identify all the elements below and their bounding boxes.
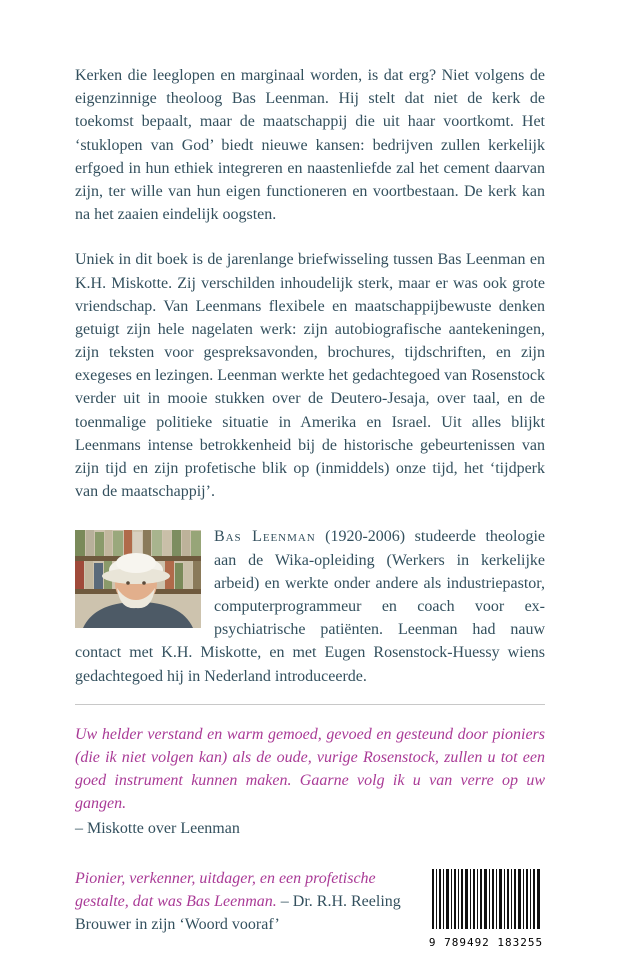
- quote-brouwer-block: [75, 867, 427, 937]
- quote-attribution-brouwer: – Dr. R.H. Reeling Brouwer in zijn ‘Woord vooraf’: [75, 892, 401, 933]
- author-photo: [75, 530, 201, 628]
- quote-attribution-miskotte: – Miskotte over Leenman: [75, 820, 240, 838]
- quote-brouwer-text: Pionier, verkenner, uitdager, en een profetische gestalte, dat was Bas Leenman.: [75, 869, 376, 910]
- synopsis-paragraph-1: Kerken die leeglopen en marginaal worden, is dat erg? Niet volgens de eigenzinnige theoloog Bas Leenman. Hij stelt dat niet de kerk de toekomst bepaalt, maar de maatschappij die uit haar voortkomt. Het ‘stuklopen van God’ biedt nieuwe kansen: bedrijven zullen kerkelijk erfgoed in hun ethiek integreren en naastenliefde zal het cement daarvan zijn, ter wille van hun eigen functioneren en voortbestaan. De kerk kan na het zaaien eindelijk oogsten.: [75, 67, 545, 224]
- quote-miskotte: Uw helder verstand en warm gemoed, gevoed en gesteund door pioniers (die ik niet volgen kan) als de oude, vurige Rosenstock, zullen u tot een goed instrument kunnen maken. Gaarne volg ik u van verre op uw gangen.: [75, 725, 545, 813]
- barcode: [427, 867, 545, 949]
- author-bio-section: [75, 525, 545, 687]
- barcode-number: 9 789492 183255: [428, 935, 544, 949]
- bottom-row: [75, 867, 545, 949]
- author-bio-rest: (1920-2006) studeerde theologie aan de Wika-opleiding (Werkers in kerkelijke arbeid) en werkte onder andere als industriepastor, computerprogrammeur en coach voor ex-psychiatrische patiënten. Leenman had nauw contact met K.H. Miskotte, en met Eugen Rosenstock-Huessy wiens gedachtegoed hij in Nederland introduceerde.: [75, 528, 546, 685]
- barcode-bars: [430, 869, 542, 929]
- author-portrait-illustration: [75, 530, 201, 628]
- quote-brouwer: [75, 867, 427, 937]
- section-divider: [75, 704, 545, 705]
- author-name: Bas Leenman: [214, 528, 316, 546]
- synopsis-paragraph-2: Uniek in dit boek is de jarenlange briefwisseling tussen Bas Leenman en K.H. Miskotte. Zij verschilden inhoudelijk sterk, maar er was ook grote vriendschap. Van Leenmans flexibele en maatschappijbewuste denken getuigt zijn hele nagelaten werk: zijn autobiografische aantekeningen, zijn teksten voor gespreksavonden, brochures, tijdschriften, en zijn exegeses en lezingen. Leenman werkte het gedachtegoed van Rosenstock verder uit in mooie stukken over de Deutero-Jesaja, over taal, en de toenmalige politieke situatie in Amerika en Israel. Uit alles blijkt Leenmans intense betrokkenheid bij de historische gebeurtenissen van zijn tijd en zijn profetische blik op (inmiddels) onze tijd, het ‘tijdperk van de maatschappij’.: [75, 251, 545, 501]
